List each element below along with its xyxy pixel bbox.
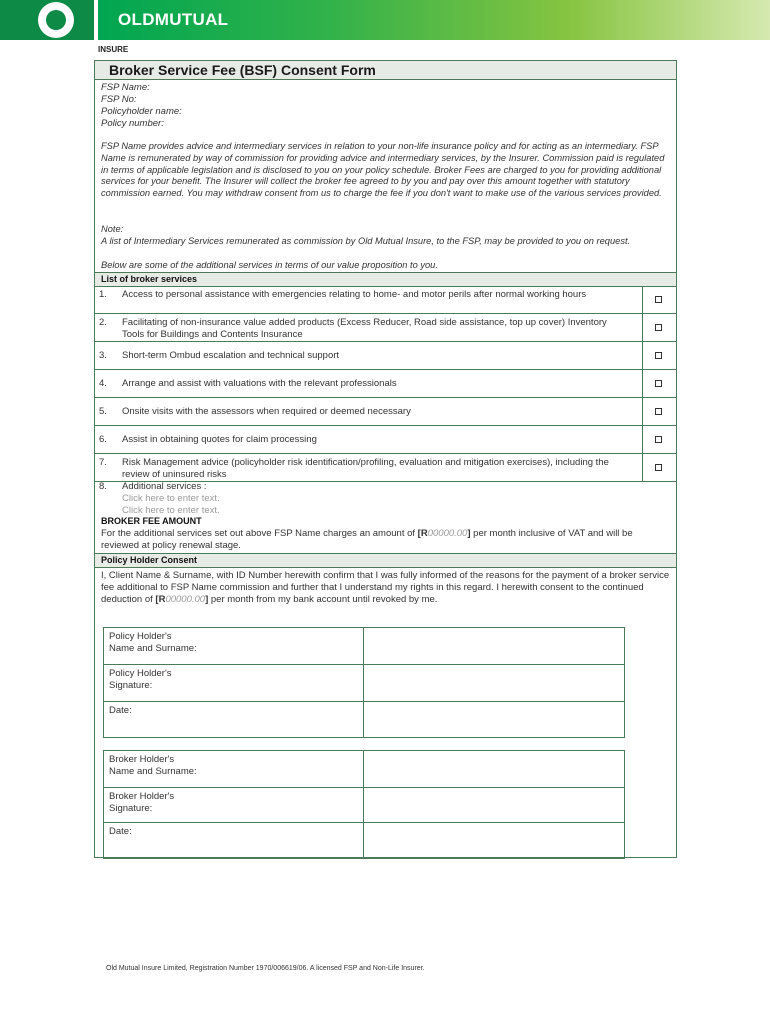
footer-text: Old Mutual Insure Limited, Registration Number 1970/006619/06. A licensed FSP and Non-Life Insurer.	[106, 965, 425, 972]
broker-date-row	[104, 823, 624, 858]
policyholder-name-row	[104, 628, 624, 665]
fee-text-before: For the additional services set out above FSP Name charges an amount of	[101, 528, 418, 539]
consent-text-before: I, Client Name & Surname, with ID Number herewith confirm that I was fully informed of the reasons for the payment of a broker service fee additional to FSP Name commission and further that I understand my rights in this regard. I herewith consent to the continued deduction of	[101, 570, 670, 605]
broker-date-input[interactable]	[363, 823, 625, 858]
service-number: 4.	[99, 378, 107, 389]
consent-bracket-open: [	[155, 594, 159, 605]
checkbox-cell	[642, 426, 677, 453]
note-label: Note:	[101, 224, 124, 234]
below-text: Below are some of the additional services in terms of our value proposition to you.	[101, 260, 438, 270]
broker-date-label: Date:	[109, 826, 132, 837]
fee-text-after: per month inclusive of VAT and will be reviewed at policy renewal stage.	[101, 528, 633, 551]
service-text: Arrange and assist with valuations with the relevant professionals	[122, 378, 397, 389]
service-checkbox[interactable]	[655, 296, 662, 303]
consent-header-bar	[95, 553, 676, 568]
service-text: Access to personal assistance with emergencies relating to home- and motor perils after normal working hours	[122, 289, 587, 300]
broker-signature-label: Broker Holder's Signature:	[109, 791, 175, 814]
service-number: 1.	[99, 289, 107, 300]
service-number: 3.	[99, 350, 107, 361]
broker-signature-input[interactable]	[363, 788, 625, 822]
title-bar	[95, 61, 676, 80]
service-number: 7.	[99, 457, 107, 468]
broker-signature-table	[103, 750, 625, 859]
checkbox-cell	[642, 398, 677, 425]
additional-label: Additional services :	[122, 481, 207, 492]
broker-name-label: Broker Holder's Name and Surname:	[109, 754, 197, 777]
checkbox-cell	[642, 370, 677, 397]
additional-number: 8.	[99, 481, 107, 492]
policyholder-name-field[interactable]: Policyholder name:	[101, 106, 182, 117]
service-row-4	[95, 370, 676, 398]
policyholder-signature-label: Policy Holder's Signature:	[109, 668, 172, 691]
intro-paragraph: FSP Name provides advice and intermediary services in relation to your non-life insurance policy and for acting as an intermediary. FSP Name is remunerated by way of commission for providing advice and intermediary services, by the Insurer. Commission paid is regulated in terms of applicable legislation and is disclosed to you on your policy schedule. Broker Fees are charged to you for providing additional services for your benefit. The Insurer will collect the broker fee agreed to by you and pay over this amount together with statutory commission earned. You may withdraw consent from us to charge the fee if you don't want to make use of the various services provided.	[101, 141, 665, 199]
fsp-no-field[interactable]: FSP No:	[101, 94, 137, 105]
service-text: Facilitating of non-insurance value added products (Excess Reducer, Road side assistance, top up cover) Inventory Tools for Buildings and Contents Insurance	[122, 317, 607, 340]
fee-bracket-open: [	[417, 528, 421, 539]
policyholder-name-label: Policy Holder's Name and Surname:	[109, 631, 197, 654]
consent-bracket-close: ]	[205, 594, 209, 605]
additional-text-input-1[interactable]: Click here to enter text.	[122, 493, 220, 504]
broker-fee-header: BROKER FEE AMOUNT	[101, 516, 202, 526]
policyholder-signature-row	[104, 665, 624, 702]
service-checkbox[interactable]	[655, 380, 662, 387]
services-header: List of broker services	[101, 274, 198, 284]
header-banner	[0, 0, 770, 40]
service-checkbox[interactable]	[655, 436, 662, 443]
checkbox-cell	[642, 314, 677, 341]
checkbox-cell	[642, 454, 677, 481]
service-checkbox[interactable]	[655, 324, 662, 331]
policyholder-date-row	[104, 702, 624, 738]
consent-amount-input[interactable]: 00000.00	[165, 594, 206, 605]
service-checkbox[interactable]	[655, 408, 662, 415]
service-row-5	[95, 398, 676, 426]
service-text: Risk Management advice (policyholder risk identification/profiling, evaluation and mitigation exercises), including the review of uninsured risks	[122, 457, 609, 480]
service-number: 2.	[99, 317, 107, 328]
service-checkbox[interactable]	[655, 352, 662, 359]
policy-number-field[interactable]: Policy number:	[101, 118, 164, 129]
service-row-3	[95, 342, 676, 370]
section-label-insure: INSURE	[98, 45, 129, 54]
consent-text-after: per month from my bank account until revoked by me.	[208, 594, 438, 605]
fee-amount-input[interactable]: 00000.00	[427, 528, 468, 539]
service-row-1	[95, 286, 676, 314]
note-text: A list of Intermediary Services remunerated as commission by Old Mutual Insure, to the FSP, may be provided to you on request.	[101, 236, 631, 246]
broker-name-row	[104, 751, 624, 788]
consent-header: Policy Holder Consent	[101, 555, 198, 565]
policyholder-signature-table	[103, 627, 625, 738]
service-text: Short-term Ombud escalation and technical support	[122, 350, 340, 361]
consent-form	[94, 60, 677, 858]
checkbox-cell	[642, 342, 677, 369]
policyholder-name-input[interactable]	[363, 628, 625, 664]
checkbox-cell	[642, 286, 677, 313]
policyholder-date-input[interactable]	[363, 702, 625, 738]
fsp-name-field[interactable]: FSP Name:	[101, 82, 150, 93]
broker-name-input[interactable]	[363, 751, 625, 787]
service-number: 6.	[99, 434, 107, 445]
service-row-2	[95, 314, 676, 342]
policyholder-signature-input[interactable]	[363, 665, 625, 701]
fee-bracket-close: ]	[467, 528, 471, 539]
logo-block	[0, 0, 94, 40]
service-row-7	[95, 454, 676, 482]
consent-text	[101, 570, 671, 606]
service-row-6	[95, 426, 676, 454]
broker-fee-text	[101, 528, 671, 552]
consent-currency: R	[158, 594, 166, 605]
brand-name: OLDMUTUAL	[118, 10, 229, 29]
policyholder-date-label: Date:	[109, 705, 132, 716]
logo-inner-icon	[46, 10, 66, 30]
service-text: Assist in obtaining quotes for claim processing	[122, 434, 317, 445]
additional-text-input-2[interactable]: Click here to enter text.	[122, 505, 220, 516]
fee-currency: R	[420, 528, 428, 539]
service-number: 5.	[99, 406, 107, 417]
service-text: Onsite visits with the assessors when required or deemed necessary	[122, 406, 411, 417]
form-title: Broker Service Fee (BSF) Consent Form	[109, 62, 376, 78]
broker-signature-row	[104, 788, 624, 823]
services-header-bar	[95, 272, 676, 287]
service-checkbox[interactable]	[655, 464, 662, 471]
